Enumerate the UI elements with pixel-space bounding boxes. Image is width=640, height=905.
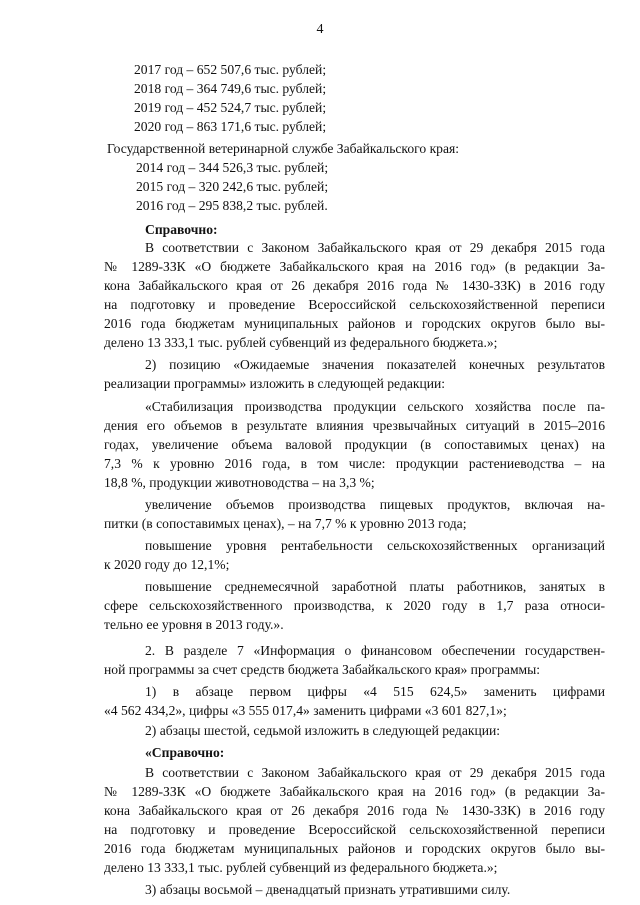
item3-line: 3) абзацы восьмой – двенадцатый признать утратившими силу.: [145, 882, 511, 897]
reference-2-line-1: В соответствии с Законом Забайкальского края от 29 декабря 2015 года: [145, 765, 605, 780]
vet-line-2016: 2016 год – 295 838,2 тыс. рублей.: [136, 198, 328, 213]
reference-1-line-1: В соответствии с Законом Забайкальского края от 29 декабря 2015 года: [145, 240, 605, 255]
reference-heading-2: «Справочно:: [145, 745, 225, 760]
budget-line-2017: 2017 год – 652 507,6 тыс. рублей;: [134, 62, 327, 77]
reference-heading-1: Справочно:: [145, 222, 218, 237]
reference-2-line-2: № 1289-ЗЗК «О бюджете Забайкальского края на 2016 год» (в редакции За-: [104, 784, 605, 799]
reference-1-line-2: № 1289-ЗЗК «О бюджете Забайкальского края на 2016 год» (в редакции За-: [104, 259, 605, 274]
food-line-2: питки (в сопоставимых ценах), – на 7,7 % к уровню 2013 года;: [104, 516, 467, 531]
reference-2-line-3: кона Забайкальского края от 26 декабря 2016 года № 1430-ЗЗК) в 2016 году: [104, 803, 605, 818]
reference-1-line-5: 2016 года бюджетам муниципальных районов и городских округов было вы-: [104, 316, 605, 331]
item2-line-2: реализации программы» изложить в следующей редакции:: [104, 376, 446, 391]
item2-line-1: 2) позицию «Ожидаемые значения показателей конечных результатов: [145, 357, 605, 372]
reference-1-line-3: кона Забайкальского края от 26 декабря 2016 года № 1430-ЗЗК) в 2016 году: [104, 278, 605, 293]
food-line-1: увеличение объемов производства пищевых продуктов, включая на-: [145, 497, 605, 512]
reference-1-line-6: делено 13 333,1 тыс. рублей субвенций из федерального бюджета.»;: [104, 335, 498, 350]
reference-2-line-6: делено 13 333,1 тыс. рублей субвенций из федерального бюджета.»;: [104, 860, 498, 875]
budget-line-2020: 2020 год – 863 171,6 тыс. рублей;: [134, 119, 327, 134]
reference-2-line-4: на подготовку и проведение Всероссийской сельскохозяйственной переписи: [104, 822, 605, 837]
budget-line-2019: 2019 год – 452 524,7 тыс. рублей;: [134, 100, 327, 115]
vet-line-2015: 2015 год – 320 242,6 тыс. рублей;: [136, 179, 329, 194]
section7-line-2: ной программы за счет средств бюджета Забайкальского края» программы:: [104, 662, 541, 677]
quote-line-5: 18,8 %, продукции животноводства – на 3,3 %;: [104, 475, 375, 490]
salary-line-2: сфере сельскохозяйственного производства, к 2020 году в 1,7 раза относи-: [104, 598, 605, 613]
vet-service-heading: Государственной ветеринарной службе Забайкальского края:: [107, 141, 460, 156]
item2b-line: 2) абзацы шестой, седьмой изложить в следующей редакции:: [145, 723, 501, 738]
vet-line-2014: 2014 год – 344 526,3 тыс. рублей;: [136, 160, 329, 175]
quote-line-1: «Стабилизация производства продукции сельского хозяйства после па-: [145, 399, 605, 414]
reference-1-line-4: на подготовку и проведение Всероссийской сельскохозяйственной переписи: [104, 297, 605, 312]
profit-line-2: к 2020 году до 12,1%;: [104, 557, 230, 572]
budget-line-2018: 2018 год – 364 749,6 тыс. рублей;: [134, 81, 327, 96]
salary-line-1: повышение среднемесячной заработной платы работников, занятых в: [145, 579, 605, 594]
item1-line-2: «4 562 434,2», цифры «3 555 017,4» заменить цифрами «3 601 827,1»;: [104, 703, 507, 718]
reference-2-line-5: 2016 года бюджетам муниципальных районов и городских округов было вы-: [104, 841, 605, 856]
salary-line-3: тельно ее уровня в 2013 году.».: [104, 617, 284, 632]
quote-line-2: дения его объемов в результате влияния чрезвычайных ситуаций в 2015–2016: [104, 418, 605, 433]
page-number: 4: [316, 22, 324, 37]
section7-line-1: 2. В разделе 7 «Информация о финансовом обеспечении государствен-: [145, 643, 605, 658]
profit-line-1: повышение уровня рентабельности сельскохозяйственных организаций: [145, 538, 605, 553]
item1-line-1: 1) в абзаце первом цифры «4 515 624,5» заменить цифрами: [145, 684, 605, 699]
quote-line-4: 7,3 % к уровню 2016 года, в том числе: продукции растениеводства – на: [104, 456, 605, 471]
quote-line-3: годах, увеличение объема валовой продукции (в сопоставимых ценах) на: [104, 437, 605, 452]
